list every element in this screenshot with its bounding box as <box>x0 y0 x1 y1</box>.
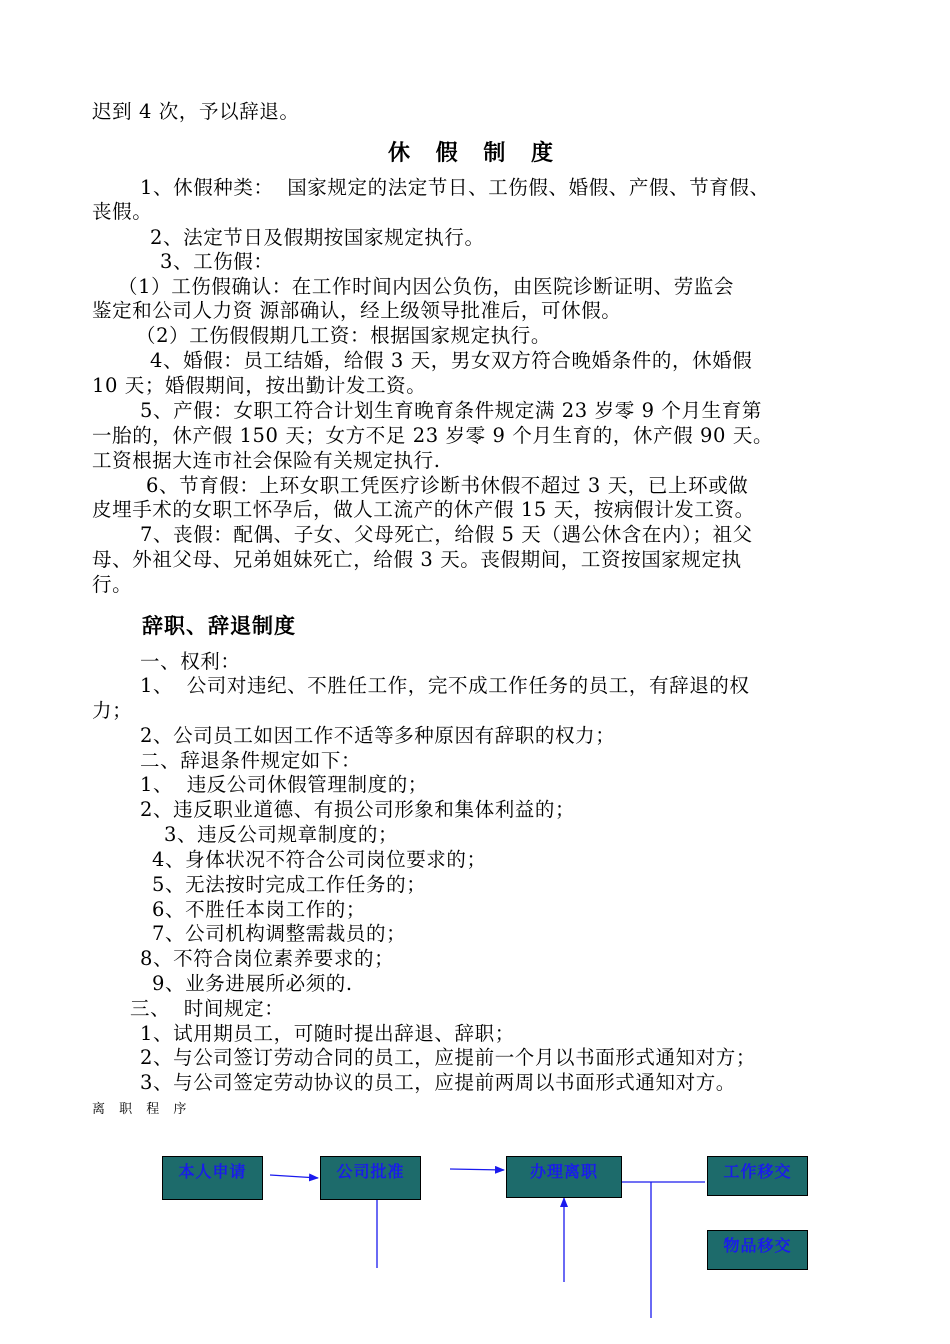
leave-line: （2）工伤假假期几工资：根据国家规定执行。 <box>136 324 552 347</box>
resign-line: 二、辞退条件规定如下： <box>140 749 362 772</box>
resign-line: 力； <box>92 699 133 722</box>
resign-line: 一、权利： <box>140 650 241 673</box>
leave-line: 4、婚假：员工结婚，给假 3 天，男女双方符合晚婚条件的，休婚假 <box>150 349 753 372</box>
resign-line: 3、与公司签定劳动协议的员工，应提前两周以书面形式通知对方。 <box>140 1071 736 1094</box>
resign-line: 1、 公司对违纪、不胜任工作，完不成工作任务的员工，有辞退的权 <box>140 674 750 697</box>
resign-line: 6、不胜任本岗工作的； <box>152 898 367 921</box>
arrow-approve-to-process <box>450 1169 504 1170</box>
box-approve: 公司批准 <box>320 1156 421 1200</box>
box-work-handover: 工作移交 <box>707 1156 808 1196</box>
resign-line: 4、身体状况不符合公司岗位要求的； <box>152 848 487 871</box>
resign-line: 2、与公司签订劳动合同的员工，应提前一个月以书面形式通知对方； <box>140 1046 757 1069</box>
box-process: 办理离职 <box>506 1156 622 1198</box>
resign-section-title: 辞职、辞退制度 <box>142 614 296 638</box>
resign-line: 5、无法按时完成工作任务的； <box>152 873 427 896</box>
flowchart-label: 离 职 程 序 <box>92 1102 192 1117</box>
box-item-handover: 物品移交 <box>707 1230 808 1270</box>
leave-line: 鉴定和公司人力资 源部确认，经上级领导批准后，可休假。 <box>92 299 622 322</box>
leave-section-title: 休 假 制 度 <box>388 141 562 166</box>
resign-line: 3、违反公司规章制度的； <box>164 823 399 846</box>
leave-line: 工资根据大连市社会保险有关规定执行. <box>92 449 441 472</box>
leave-line: 6、节育假：上环女职工凭医疗诊断书休假不超过 3 天，已上环或做 <box>146 474 749 497</box>
resign-line: 8、不符合岗位素养要求的； <box>140 947 395 970</box>
intro-line: 迟到 4 次，予以辞退。 <box>92 100 300 123</box>
leave-line: 行。 <box>92 573 133 596</box>
leave-line: 3、工伤假： <box>160 250 274 273</box>
resign-line: 2、违反职业道德、有损公司形象和集体利益的； <box>140 798 576 821</box>
box-apply: 本人申请 <box>162 1156 263 1200</box>
resign-line: 1、试用期员工，可随时提出辞退、辞职； <box>140 1022 515 1045</box>
resign-line: 1、 违反公司休假管理制度的； <box>140 773 428 796</box>
leave-line: 1、休假种类： 国家规定的法定节日、工伤假、婚假、产假、节育假、 <box>140 176 770 199</box>
leave-line: 丧假。 <box>92 200 153 223</box>
resign-line: 三、 时间规定： <box>130 997 285 1020</box>
leave-line: 5、产假：女职工符合计划生育晚育条件规定满 23 岁零 9 个月生育第 <box>140 399 762 422</box>
leave-line: 2、法定节日及假期按国家规定执行。 <box>150 226 485 249</box>
resign-line: 2、公司员工如因工作不适等多种原因有辞职的权力； <box>140 724 616 747</box>
leave-line: 一胎的，休产假 150 天；女方不足 23 岁零 9 个月生育的，休产假 90 天。 <box>92 424 774 447</box>
leave-line: 10 天；婚假期间，按出勤计发工资。 <box>92 374 427 397</box>
leave-line: 皮埋手术的女职工怀孕后，做人工流产的休产假 15 天，按病假计发工资。 <box>92 498 755 521</box>
resign-line: 9、业务进展所必须的. <box>152 972 353 995</box>
leave-line: （1）工伤假确认：在工作时间内因公负伤，由医院诊断证明、劳监会 <box>118 275 735 298</box>
arrow-apply-to-approve <box>270 1175 318 1178</box>
resign-line: 7、公司机构调整需裁员的； <box>152 922 407 945</box>
leave-line: 母、外祖父母、兄弟姐妹死亡，给假 3 天。丧假期间，工资按国家规定执 <box>92 548 742 571</box>
leave-line: 7、丧假：配偶、子女、父母死亡，给假 5 天（遇公休含在内）；祖父 <box>140 523 753 546</box>
